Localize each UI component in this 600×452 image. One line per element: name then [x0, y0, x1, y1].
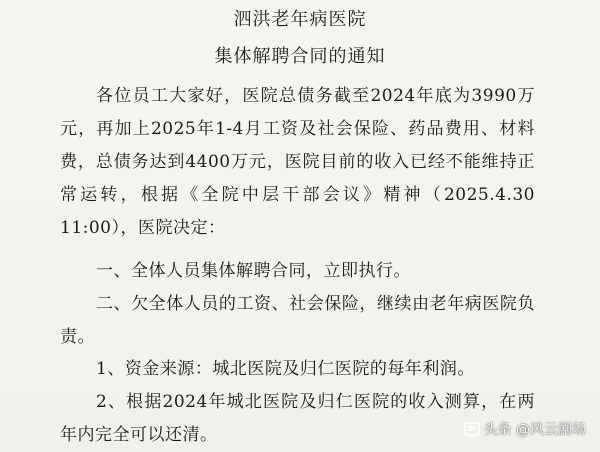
watermark-text: 头条 @风云剧场: [483, 422, 586, 438]
document-title: 泗洪老年病医院: [233, 9, 367, 30]
toutiao-logo-icon: [464, 421, 480, 437]
decision-item-two: 二、欠全体人员的工资、社会保险，继续由老年病医院负责。: [60, 294, 535, 347]
repayment-estimate-item: 2、根据2024年城北医院及归仁医院的收入测算，在两年内完全可以还清。: [60, 392, 535, 445]
document-subtitle: 集体解聘合同的通知: [214, 46, 386, 67]
funding-source-item: 1、资金来源：城北医院及归仁医院的每年利润。: [96, 359, 475, 379]
intro-paragraph: 各位员工大家好，医院总债务截至2024年底为3990万元，再加上2025年1-4月工资及社会保险、药品费用、材料费，总债务达到4400万元，医院目前的收入已经不能维持正常运转，根据《全院中层干部会议》精神（2025.4.30 11:00），医院决定：: [60, 86, 535, 238]
decision-item-one: 一、全体人员集体解聘合同，立即执行。: [96, 261, 411, 281]
watermark: [464, 419, 586, 439]
